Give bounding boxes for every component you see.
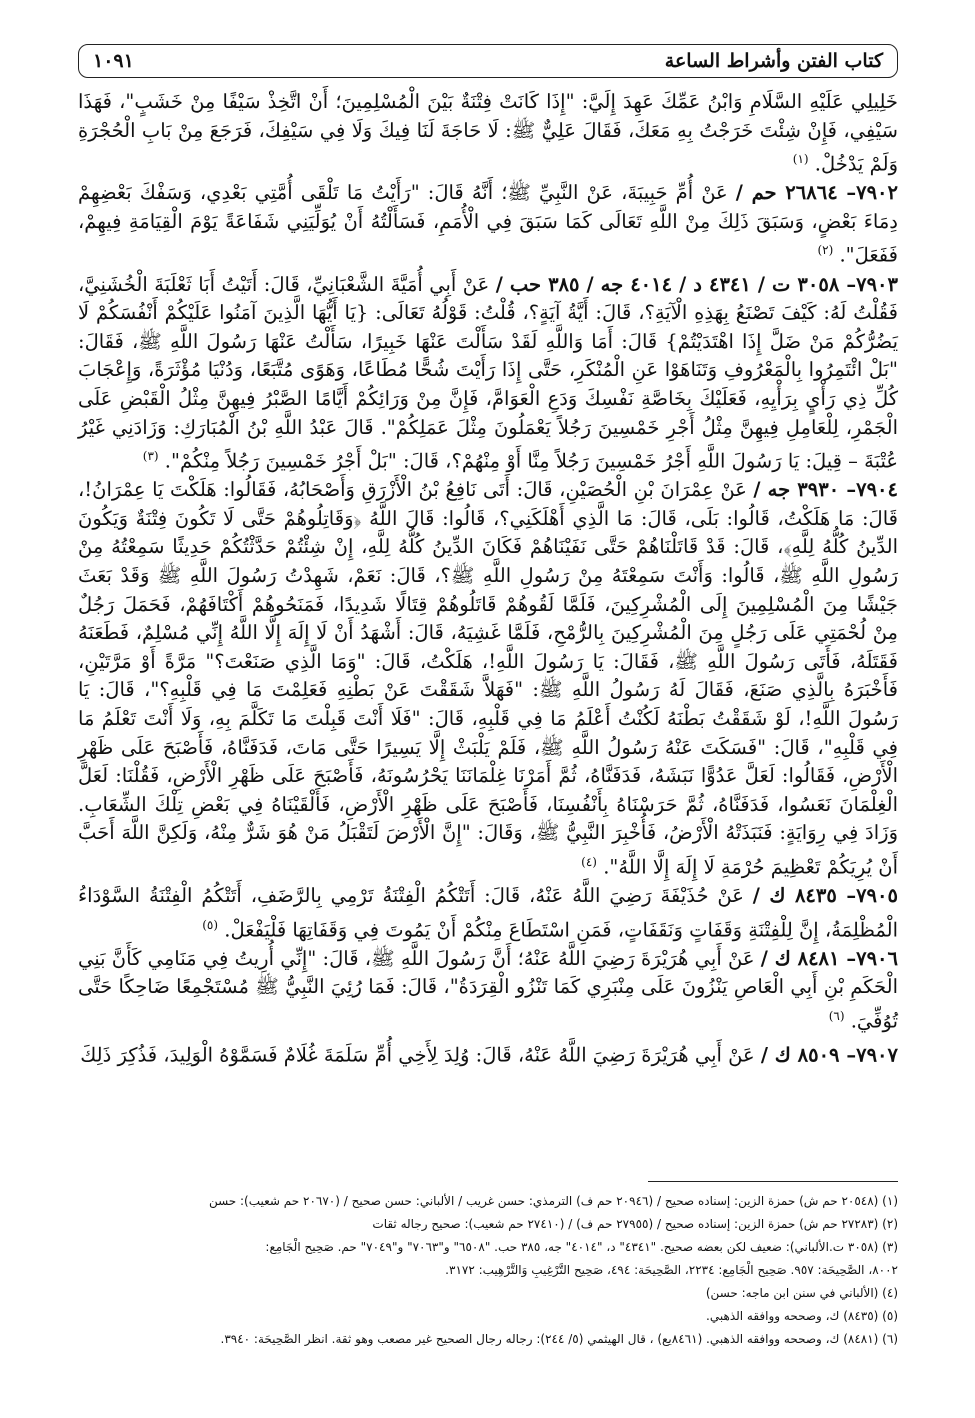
hadith-paragraph xyxy=(78,945,898,1036)
hadith-paragraph xyxy=(78,88,898,179)
page-header xyxy=(78,44,898,78)
footnote-divider xyxy=(648,1181,898,1182)
hadith-text: عَنْ أَبِي هُرَيْرَةَ رَضِيَ اللَّهُ عَنْهُ؛ أَنَّ رَسُولَ اللَّهِ ﷺ، قَالَ: "إِنِّي أُرِيتُ فِي مَنَامِي كَأَنَّ بَنِي الْحَكَمِ بْنِ أَبِي الْعَاصِ يَنْزُونَ عَلَى مِنْبَرِي كَمَا تَنْزُو الْقِرَدَةُ"، قَالَ: فَمَا رُئِيَ النَّبِيُّ ﷺ مُسْتَجْمِعًا ضَاحِكًا حَتَّى تُوُفِّيَ. xyxy=(78,946,898,1033)
footnote-line: ٨٠٠٢، الصَّحِيحَة: ٩٥٧. صَحِيح الْجَامِع: ٢٢٣٤، الصَّحِيحَة: ٤٩٤، صَحِيح التَّرْغِيبِ وَالتَّرْهِيب: ٣١٧٢. xyxy=(445,1263,898,1277)
footnote-ref[interactable]: (٣) xyxy=(142,449,159,464)
footnote-line: (٤) (الألباني في سنن ابن ماجه: حسن) xyxy=(705,1286,898,1300)
book-page xyxy=(78,44,898,1384)
hadith-text: عَنْ أُمِّ حَبِيبَةَ، عَنْ النَّبِيِّ ﷺ؛ أَنَّهُ قَالَ: "رَأَيْتُ مَا تَلْقَى أُمَّتِي بَعْدِي، وَسَفْكَ بَعْضِهِمْ دِمَاءَ بَعْضٍ، وَسَبَقَ ذَلِكَ مِنْ اللَّهِ تَعَالَى كَمَا سَبَقَ فِي الْأُمَمِ، فَسَأَلْتُهُ أَنْ يُوَلِّيَنِي شَفَاعَةً يَوْمَ الْقِيَامَةِ فِيهِمْ، فَفَعَلَ". xyxy=(78,181,898,267)
footnote-ref[interactable]: (١) xyxy=(792,152,809,167)
hadith-number: ٧٩٠٧– ٨٥٠٩ ك / xyxy=(760,1043,898,1067)
footnote-line: (٥) (٨٤٣٥) ك، وصححه ووافقه الذهبي. xyxy=(706,1309,898,1323)
hadith-text: عَنْ حُذَيْفَةَ رَضِيَ اللَّهُ عَنْهُ، قَالَ: أَتَتْكُمُ الْفِتْنَةُ تَرْمِي بِالرَّضَفِ، أَتَتْكُمُ الْفِتْنَةُ السَّوْدَاءُ الْمُظْلِمَةُ، إِنَّ لِلْفِتْنَةِ وَقَفَاتٍ وَنَقَفَاتٍ، فَمَنِ اسْتَطَاعَ مِنْكُمْ أَنْ يَمُوتَ فِي وَقَفَاتِهَا فَلْيَفْعَلْ. xyxy=(78,884,898,942)
hadith-paragraph xyxy=(78,1036,898,1070)
chapter-title: كتاب الفتن وأشراط الساعة xyxy=(664,50,883,72)
hadith-paragraph xyxy=(78,476,898,882)
footnote-ref[interactable]: (٦) xyxy=(828,1008,845,1023)
hadith-text-block xyxy=(78,88,898,1070)
footnote-line: (١) (٢٠٥٤٨ حم ش) حمزة الزين: إسناده صحيح / (٢٠٩٤٦ حم ف) الترمذي: حسن غريب / الألباني: حسن صحيح / (٢٠٦٧٠ حم شعيب): حسن xyxy=(208,1194,898,1208)
footnote-line: (٦) (٨٤٨١) ك، وصححه ووافقه الذهبي. (٨٤٦١يع) ، قال الهيثمي (٥/ ٢٤٤): رجاله رجال الصحيح غير مصعب وهو ثقة. انظر الصَّحِيحَة: ٣٩٤٠. xyxy=(220,1332,898,1346)
hadith-paragraph xyxy=(78,271,898,477)
page-number: ١٠٩١ xyxy=(93,50,134,72)
footnote-line: (٣) (٣٠٥٨ ت.الألباني): ضعيف لكن بعضه صحيح. "٤٣٤١" د، "٤٠١٤" جه، ٣٨٥ حب. "٦٥٠٨" و"٧٠٦٣" و"٧٠٤٩" حم. صَحِيح الْجَامِع: xyxy=(265,1240,898,1254)
hadith-number: ٧٩٠٦– ٨٤٨١ ك / xyxy=(760,946,899,970)
footnote-line: (٢) (٢٧٢٨٣ حم ش) حمزة الزين: إسناده صحيح / (٢٧٩٥٥ حم ف) / (٢٧٤١٠ حم شعيب): صحيح رجاله ثقات xyxy=(372,1217,898,1231)
hadith-number: ٧٩٠٥– ٨٤٣٥ ك / xyxy=(752,884,898,908)
hadith-number: ٧٩٠٣– ٣٠٥٨ ت / ٤٣٤١ د / ٤٠١٤ جه / ٣٨٥ حب / xyxy=(495,272,899,296)
hadith-paragraph xyxy=(78,882,898,945)
hadith-paragraph xyxy=(78,179,898,270)
hadith-text: عَنْ أَبِي أُمَيَّةَ الشَّعْبَانِيِّ، قَالَ: أَتَيْتُ أَبَا ثَعْلَبَةَ الْخُشَنِيَّ، فَقُلْتُ لَهُ: كَيْفَ تَصْنَعُ بِهَذِهِ الْآيَةِ؟، قَالَ: أَيَّةُ آيَةٍ؟، قُلْتُ: قَوْلُهُ تَعَالَى: {يَا أَيُّهَا الَّذِينَ آمَنُوا عَلَيْكُمْ أَنْفُسَكُمْ لَا يَضُرُّكُمْ مَنْ ضَلَّ إِذَا اهْتَدَيْتُمْ} قَالَ: أَمَا وَاللَّهِ لَقَدْ سَأَلْتَ عَنْهَا خَبِيرًا، سَأَلْتُ عَنْهَا رَسُولَ اللَّهِ ﷺ، فَقَالَ: "بَلْ ائْتَمِرُوا بِالْمَعْرُوفِ وَتَنَاهَوْا عَنِ الْمُنْكَرِ، حَتَّى إِذَا رَأَيْتَ شُحًّا مُطَاعًا، وَهَوًى مُتَّبَعًا، وَدُنْيَا مُؤْثَرَةً، وَإِعْجَابَ كُلِّ ذِي رَأْيٍ بِرَأْيِهِ، فَعَلَيْكَ بِخَاصَّةِ نَفْسِكَ وَدَعِ الْعَوَامَّ، فَإِنَّ مِنْ وَرَائِكُمْ أَيَّامًا الصَّبْرُ فِيهِنَّ مِثْلُ الْقَبْضِ عَلَى الْجَمْرِ، لِلْعَامِلِ فِيهِنَّ مِثْلُ أَجْرِ خَمْسِينَ رَجُلاً يَعْمَلُونَ مِثْلَ عَمَلِكُمْ". قَالَ عَبْدُ اللَّهِ بْنُ الْمُبَارَكِ: وَزَادَنِي غَيْرُ عُتْبَةَ – قِيلَ: يَا رَسُولَ اللَّهِ أَجْرُ خَمْسِينَ رَجُلاً مِنَّا أَوْ مِنْهُمْ؟، قَالَ: "بَلْ أَجْرُ خَمْسِينَ رَجُلاً مِنْكُمْ". xyxy=(78,272,898,473)
footnote-ref[interactable]: (٥) xyxy=(202,917,219,932)
footnote-ref[interactable]: (٢) xyxy=(817,243,834,258)
hadith-number: ٧٩٠٢– ٢٦٨٦٤ حم / xyxy=(735,181,899,205)
hadith-text: عَنْ عِمْرَانَ بْنِ الْحُصَيْنِ، قَالَ: أَتَى نَافِعُ بْنُ الْأَزْرَقِ وَأَصْحَابُهُ، فَقَالُوا: هَلَكْتَ يَا عِمْرَانُ!، قَالَ: مَا هَلَكْتُ، قَالُوا: بَلَى، قَالَ: مَا الَّذِي أَهْلَكَنِي؟، قَالُوا: قَالَ اللَّهُ ﴿وَقَاتِلُوهُمْ حَتَّى لَا تَكُونَ فِتْنَةٌ وَيَكُونَ الدِّينُ كُلُّهُ لِلَّهِ﴾، قَالَ: قَدْ قَاتَلْنَاهُمْ حَتَّى نَفَيْنَاهُمْ فَكَانَ الدِّينُ كُلُّهُ لِلَّهِ، إِنْ شِئْتُمْ حَدَّثْتُكُمْ حَدِيثًا سَمِعْتُهُ مِنْ رَسُولِ اللَّهِ ﷺ، قَالُوا: وَأَنْتَ سَمِعْتَهُ مِنْ رَسُولِ اللَّهِ ﷺ؟، قَالَ: نَعَمْ، شَهِدْتُ رَسُولَ اللَّهِ ﷺ وَقَدْ بَعَثَ جَيْشًا مِنَ الْمُسْلِمِينَ إِلَى الْمُشْرِكِينَ، فَلَمَّا لَقُوهُمْ قَاتَلُوهُمْ قِتَالًا شَدِيدًا، فَمَنَحُوهُمْ أَكْتَافَهُمْ، فَحَمَلَ رَجُلٌ مِنْ لُحْمَتِي عَلَى رَجُلٍ مِنَ الْمُشْرِكِينَ بِالرُّمْحِ، فَلَمَّا غَشِيَهُ، قَالَ: أَشْهَدُ أَنْ لَا إِلَهَ إِلَّا اللَّهُ إِنِّي مُسْلِمٌ، فَطَعَنَهُ فَقَتَلَهُ، فَأَتَى رَسُولَ اللَّهِ ﷺ، فَقَالَ: يَا رَسُولَ اللَّهِ!، هَلَكْتُ، قَالَ: "وَمَا الَّذِي صَنَعْتَ؟" مَرَّةً أَوْ مَرَّتَيْنِ، فَأَخْبَرَهُ بِالَّذِي صَنَعَ، فَقَالَ لَهُ رَسُولُ اللَّهِ ﷺ: "فَهَلاَّ شَقَقْتَ عَنْ بَطْنِهِ فَعَلِمْتَ مَا فِي قَلْبِهِ؟"، قَالَ: يَا رَسُولَ اللَّهِ!، لَوْ شَقَقْتُ بَطْنَهُ لَكُنْتُ أَعْلَمُ مَا فِي قَلْبِهِ، قَالَ: "فَلَا أَنْتَ قَبِلْتَ مَا تَكَلَّمَ بِهِ، وَلَا أَنْتَ تَعْلَمُ مَا فِي قَلْبِهِ"، قَالَ: "فَسَكَتَ عَنْهُ رَسُولُ اللَّهِ ﷺ، فَلَمْ يَلْبَثْ إِلَّا يَسِيرًا حَتَّى مَاتَ، فَدَفَنَّاهُ، فَأَصْبَحَ عَلَى ظَهْرِ الْأَرْضِ، فَقَالُوا: لَعَلَّ عَدُوًّا نَبَشَهُ، فَدَفَنَّاهُ، ثُمَّ أَمَرْنَا غِلْمَانَنَا يَحْرُسُونَهُ، فَأَصْبَحَ عَلَى ظَهْرِ الْأَرْضِ، فَقُلْنَا: لَعَلَّ الْغِلْمَانَ نَعَسُوا، فَدَفَنَّاهُ، ثُمَّ حَرَسْنَاهُ بِأَنْفُسِنَا، فَأَصْبَحَ عَلَى ظَهْرِ الْأَرْضِ، فَأَلْقَيْنَاهُ فِي بَعْضِ تِلْكَ الشِّعَابِ. وَزَادَ فِي رِوَايَةٍ: فَنَبَذَتْهُ الْأَرْضُ، فَأُخْبِرَ النَّبِيُّ ﷺ، وَقَالَ: "إِنَّ الْأَرْضَ لَتَقْبَلُ مَنْ هُوَ شَرٌّ مِنْهُ، وَلَكِنَّ اللَّهَ أَحَبَّ أَنْ يُرِيَكُمْ تَعْظِيمَ حُرْمَةِ لَا إِلَهَ إِلَّا اللَّهُ". xyxy=(78,478,898,879)
footnotes-section xyxy=(78,1181,898,1351)
hadith-text: خَلِيلِي عَلَيْهِ السَّلَامِ وَابْنُ عَمِّكَ عَهِدَ إِلَيَّ: "إِذَا كَانَتْ فِتْنَةٌ بَيْنَ الْمُسْلِمِينَ؛ أَنْ اتَّخِذْ سَيْفًا مِنْ خَشَبٍ"، فَهَذَا سَيْفِي، فَإِنْ شِئْتَ خَرَجْتُ بِهِ مَعَكَ، فَقَالَ عَلِيٌّ ﷺ: لَا حَاجَةَ لَنَا فِيكَ وَلَا فِي سَيْفِكَ، فَرَجَعَ مِنْ بَابِ الْحُجْرَةِ وَلَمْ يَدْخُلْ. xyxy=(78,90,898,176)
hadith-number: ٧٩٠٤– ٣٩٣٠ جه / xyxy=(753,478,898,502)
hadith-text: عَنْ أَبِي هُرَيْرَةَ رَضِيَ اللَّهُ عَنْهُ، قَالَ: وُلِدَ لِأَخِي أُمِّ سَلَمَةَ غُلَامٌ فَسَمَّوْهُ الْوَلِيدَ، فَذُكِرَ ذَلِكَ xyxy=(80,1043,755,1067)
footnote-ref[interactable]: (٤) xyxy=(581,854,597,869)
